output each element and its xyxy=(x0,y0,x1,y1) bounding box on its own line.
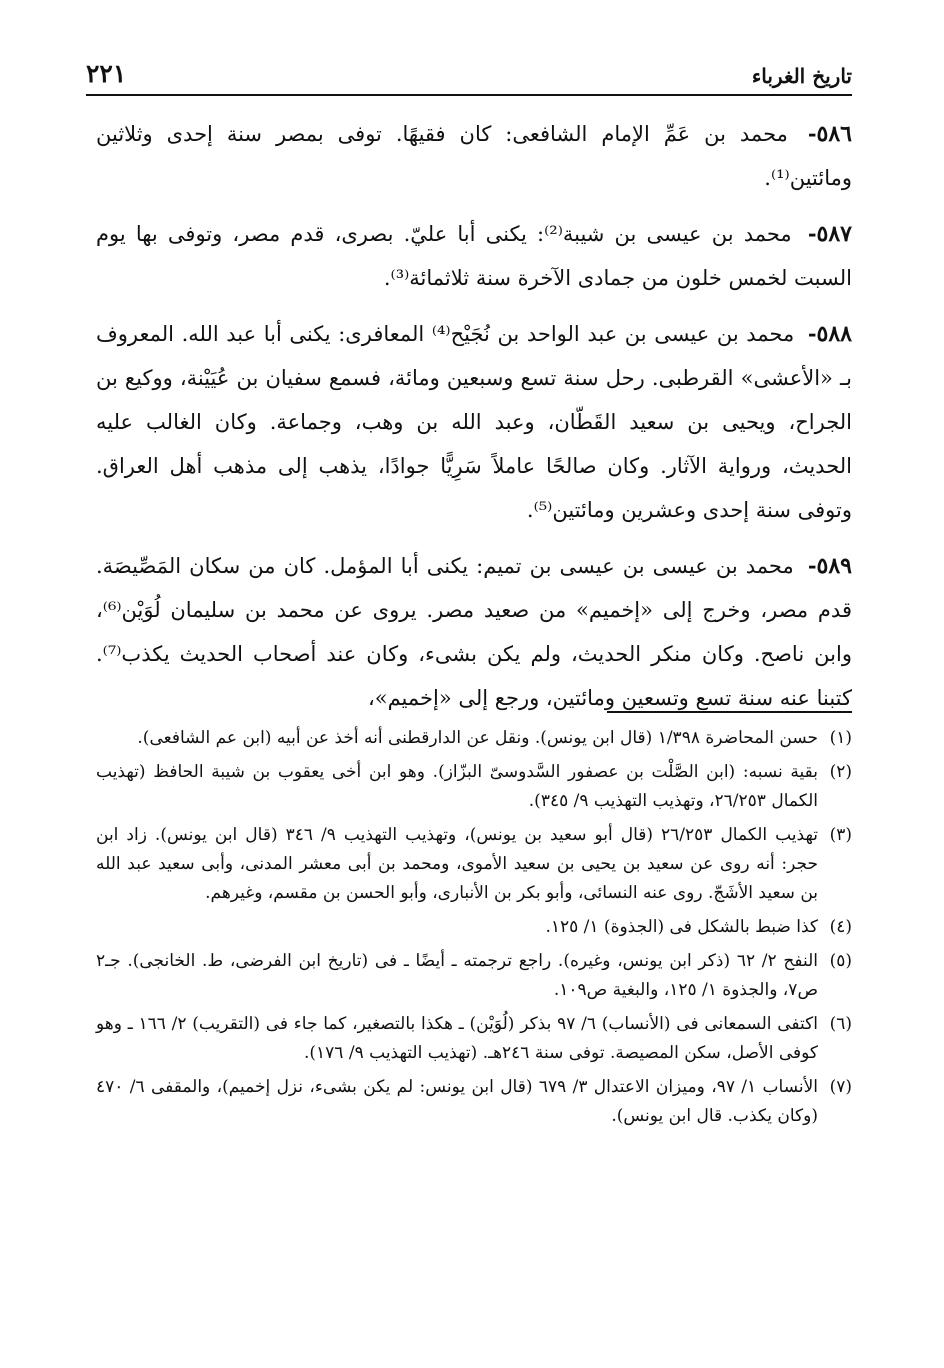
footnote-text: تهذيب الكمال ٢٦/٢٥٣ (قال أبو سعيد بن يونس)، وتهذيب التهذيب ٩/ ٣٤٦ (قال ابن يونس). زاد ابن حجر: أنه روى عن سعيد بن يحيى بن سعيد الأموى، ومحمد بن أبى معشر المدنى، وأبى سعيد عبد الله بن سعيد الأشَجّ. روى عنه النسائى، وأبو بكر بن الأنبارى، وأبو الحسن بن مقسم، وغيرهم. xyxy=(96,825,819,903)
entry-number: ٥٨٩ xyxy=(816,553,852,579)
footnote-number: (٧) xyxy=(829,1077,852,1097)
footnote-text: حسن المحاضرة ١/٣٩٨ (قال ابن يونس). ونقل عن الدارقطنى أنه أخذ عن أبيه (ابن عم الشافعى). xyxy=(137,728,818,748)
biography-entry xyxy=(96,212,852,300)
footnote-text: كذا ضبط بالشكل فى (الجذوة) ١/ ١٢٥. xyxy=(545,917,818,937)
entry-text: محمد بن عيسى بن شيبة⁽²⁾: يكنى أبا عليّ. بصرى، قدم مصر، وتوفى بها يوم السبت لخمس خلون من جمادى الآخرة سنة ثلاثمائة⁽³⁾. xyxy=(96,222,852,290)
footnote xyxy=(96,1010,852,1068)
entry-dash: - xyxy=(807,321,817,346)
biography-entry xyxy=(96,112,852,200)
footnote-number: (٥) xyxy=(829,951,852,971)
biography-entry xyxy=(96,544,852,720)
biography-entries xyxy=(96,112,852,732)
footnote-number: (١) xyxy=(829,728,852,748)
running-header xyxy=(86,58,852,96)
footnotes xyxy=(96,724,852,1136)
footnote-text: النفح ٢/ ٦٢ (ذكر ابن يونس، وغيره). راجع ترجمته ـ أيضًا ـ فى (تاريخ ابن الفرضى، ط. الخانجى). جـ٢ ص٧، والجذوة ١/ ١٢٥، والبغية ص١٠٩. xyxy=(96,951,818,1000)
page-number: ٢٢١ xyxy=(86,59,127,88)
footnote xyxy=(96,758,852,816)
entry-text: محمد بن عَمِّ الإمام الشافعى: كان فقيهًا. توفى بمصر سنة إحدى وثلاثين ومائتين⁽¹⁾. xyxy=(96,122,852,190)
biography-entry xyxy=(96,312,852,532)
entry-text: محمد بن عيسى بن عيسى بن تميم: يكنى أبا المؤمل. كان من سكان المَصِّيصَة. قدم مصر، وخرج إلى «إخميم» من صعيد مصر. يروى عن محمد بن سليمان لُوَيْن⁽⁶⁾، وابن ناصح. وكان منكر الحديث، ولم يكن بشىء، وكان عند أصحاب الحديث يكذب⁽⁷⁾. كتبنا عنه سنة تسع وتسعين ومائتين، ورجع إلى «إخميم»، xyxy=(96,554,852,710)
footnote-number: (٤) xyxy=(829,917,852,937)
footnote xyxy=(96,1073,852,1131)
entry-number: ٥٨٨ xyxy=(816,321,852,347)
entry-dash: - xyxy=(807,221,817,246)
footnote-number: (٣) xyxy=(829,825,852,845)
entry-number: ٥٨٧ xyxy=(816,221,852,247)
entry-text: محمد بن عيسى بن عبد الواحد بن نُجَيْح⁽⁴⁾ المعافرى: يكنى أبا عبد الله. المعروف بـ «الأعشى» القرطبى. رحل سنة تسع وسبعين ومائة، فسمع سفيان بن عُيَيْنة، ووكيع بن الجراح، ويحيى بن سعيد القَطّان، وعبد الله بن وهب، وجماعة. وكان الغالب عليه الحديث، ورواية الآثار. وكان صالحًا عاملاً سَرِيًّا جوادًا، يذهب إلى مذهب أهل العراق. وتوفى سنة إحدى وعشرين ومائتين⁽⁵⁾. xyxy=(96,322,852,522)
footnote xyxy=(96,724,852,753)
footnote-divider xyxy=(607,711,852,713)
entry-dash: - xyxy=(807,553,817,578)
entry-number: ٥٨٦ xyxy=(816,121,852,147)
book-title: تاريخ الغرباء xyxy=(751,64,852,88)
footnote xyxy=(96,947,852,1005)
footnote xyxy=(96,913,852,942)
footnote-number: (٦) xyxy=(829,1014,852,1034)
entry-dash: - xyxy=(807,121,817,146)
footnote-text: اكتفى السمعانى فى (الأنساب) ٦/ ٩٧ بذكر (لُوَيْن) ـ هكذا بالتصغير، كما جاء فى (التقريب) ٢/ ١٦٦ ـ وهو كوفى الأصل، سكن المصيصة. توفى سنة ٢٤٦هـ. (تهذيب التهذيب ٩/ ١٧٦). xyxy=(96,1014,818,1063)
footnote-text: بقية نسبه: (ابن الصَّلْت بن عصفور السَّدوسىّ البزّاز). وهو ابن أخى يعقوب بن شيبة الحافظ (تهذيب الكمال ٢٦/٢٥٣، وتهذيب التهذيب ٩/ ٣٤٥). xyxy=(96,762,818,811)
footnote-number: (٢) xyxy=(829,762,852,782)
footnote-text: الأنساب ١/ ٩٧، وميزان الاعتدال ٣/ ٦٧٩ (قال ابن يونس: لم يكن بشىء، نزل إخميم)، والمقفى ٦/ ٤٧٠ (وكان يكذب. قال ابن يونس). xyxy=(96,1077,819,1126)
footnote xyxy=(96,821,852,908)
